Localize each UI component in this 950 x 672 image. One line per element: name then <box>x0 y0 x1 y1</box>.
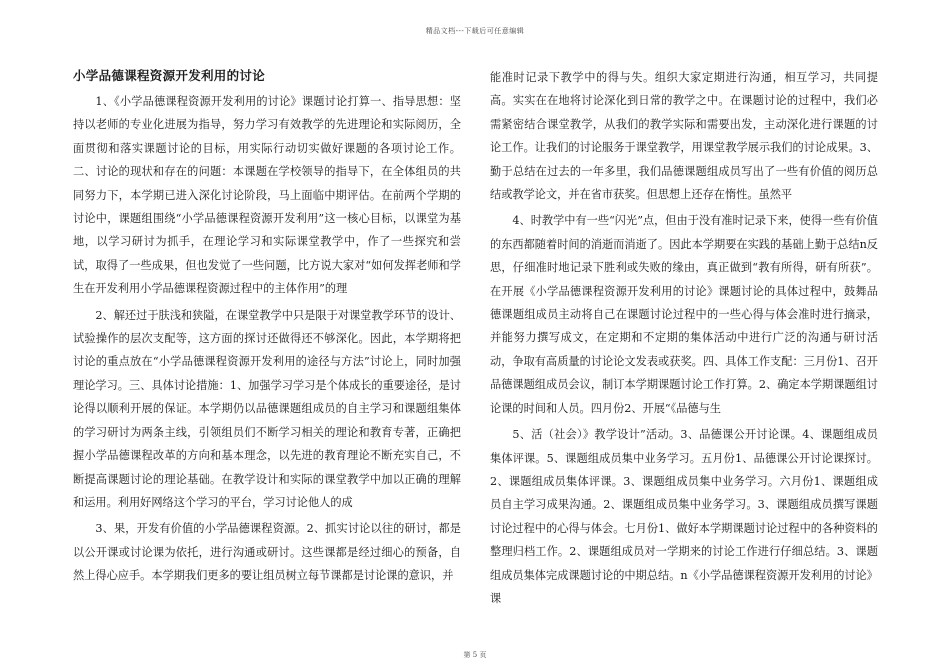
document-title: 小学品德课程资源开发利用的讨论 <box>73 68 266 83</box>
paragraph-2: 2、解还过于肤浅和狭隘，在课堂教学中只是限于对课堂教学环节的设计、试验操作的层次支配等，这方面的探讨还做得还不够深化。因此，本学期将把讨论的重点放在“小学品德课程资源开发利用的途径与方法”讨论上，同时加强理论学习。三、具体讨论措施：1、加强学习学习是个体成长的重要途径，是讨论得以顺利开展的保证。本学期仍以品德课题组成员的自主学习和课题组集体的学习研讨为两条主线，引领组员们不断学习相关的理论和教育专著，正确把握小学品德课程改革的方向和基本理念，以先进的教育理论不断充实自己，不断提高课题讨论的理论基础。在教学设计和实际的课堂教学中加以正确的理解和运用。利用好网络这个学习的平台，学习讨论他人的成 <box>73 308 461 509</box>
page-header: 精品文档---下载后可任意编辑 <box>425 27 525 35</box>
right-column <box>490 66 878 613</box>
paragraph-1: 1、《小学品德课程资源开发利用的讨论》课题讨论打算一、指导思想：坚持以老师的专业化进展为指导，努力学习有效教学的先进理论和实际阅历，全面贯彻和落实课题讨论的目标，用实际行动切实做好课题的各项讨论工作。二、讨论的现状和存在的问题：本课题在学校领导的指导下，在全体组员的共同努力下，本学期已进入深化讨论阶段，马上面临中期评估。在前两个学期的讨论中，课题组围绕“小学品德课程资源开发利用”这一核心目标，以课堂为基地，以学习研讨为抓手，在理论学习和实际课堂教学中，作了一些探究和尝试，取得了一些成果，但也发觉了一些问题，比方说大家对“如何发挥老师和学生在开发利用小学品德课程资源过程中的主体作用”的理 <box>73 95 461 296</box>
left-column <box>73 66 461 591</box>
paragraph-5: 5、活（社会）》教学设计”活动。3、品德课公开讨论课。4、课题组成员集体评课。5、课题组成员集中业务学习。五月份1、品德课公开讨论课探讨。2、课题组成员集体评课。3、课题组成员集中业务学习。六月份1、课题组成员自主学习成果沟通。2、课题组成员集中业务学习。3、课题组成员撰写课题讨论过程中的心得与体会。七月份1、做好本学期课题讨论过程中的各种资料的整理归档工作。2、课题组成员对一学期来的讨论工作进行仔细总结。3、课题组成员集体完成课题讨论的中期总结。n《小学品德课程资源开发利用的讨论》课 <box>490 428 878 605</box>
page-number: 第 5 页 <box>463 651 487 659</box>
paragraph-continued: 能准时记录下教学中的得与失。组织大家定期进行沟通，相互学习，共同提高。实实在在地将讨论深化到日常的教学之中。在课题讨论的过程中，我们必需紧密结合课堂教学，从我们的教学实际和需要出发，主动深化进行课题的讨论工作。让我们的讨论服务于课堂教学，用课堂教学展示我们的讨论成果。3、勤于总结在过去的一年多里，我们品德课题组成员写出了一些有价值的阅历总结或教学论文，并在省市获奖。但思想上还存在惰性。虽然平 <box>490 71 878 202</box>
paragraph-4: 4、时教学中有一些“闪光”点，但由于没有准时记录下来，使得一些有价值的东西都随着时间的消逝而消逝了。因此本学期要在实践的基础上勤于总结n反思，仔细准时地记录下胜利或失败的缘由，真正做到“教有所得，研有所获”。在开展《小学品德课程资源开发利用的讨论》课题讨论的具体过程中，鼓舞品德课题组成员主动将自己在课题讨论过程中的一些心得与体会准时进行摘录，并能努力撰写成文，在定期和不定期的集体活动中进行广泛的沟通与研讨活动，争取有高质量的讨论论文发表或获奖。四、具体工作支配：三月份1、召开品德课题组成员会议，制订本学期课题讨论工作打算。2、确定本学期课题组讨论课的时间和人员。四月份2、开展“《品德与生 <box>490 214 878 415</box>
paragraph-3: 3、果，开发有价值的小学品德课程资源。2、抓实讨论以往的研讨，都是以公开课或讨论课为依托，进行沟通或研讨。这些课都是经过细心的预备，自然上得心应手。本学期我们更多的要让组员树立每节课都是讨论课的意识，并 <box>73 522 461 583</box>
